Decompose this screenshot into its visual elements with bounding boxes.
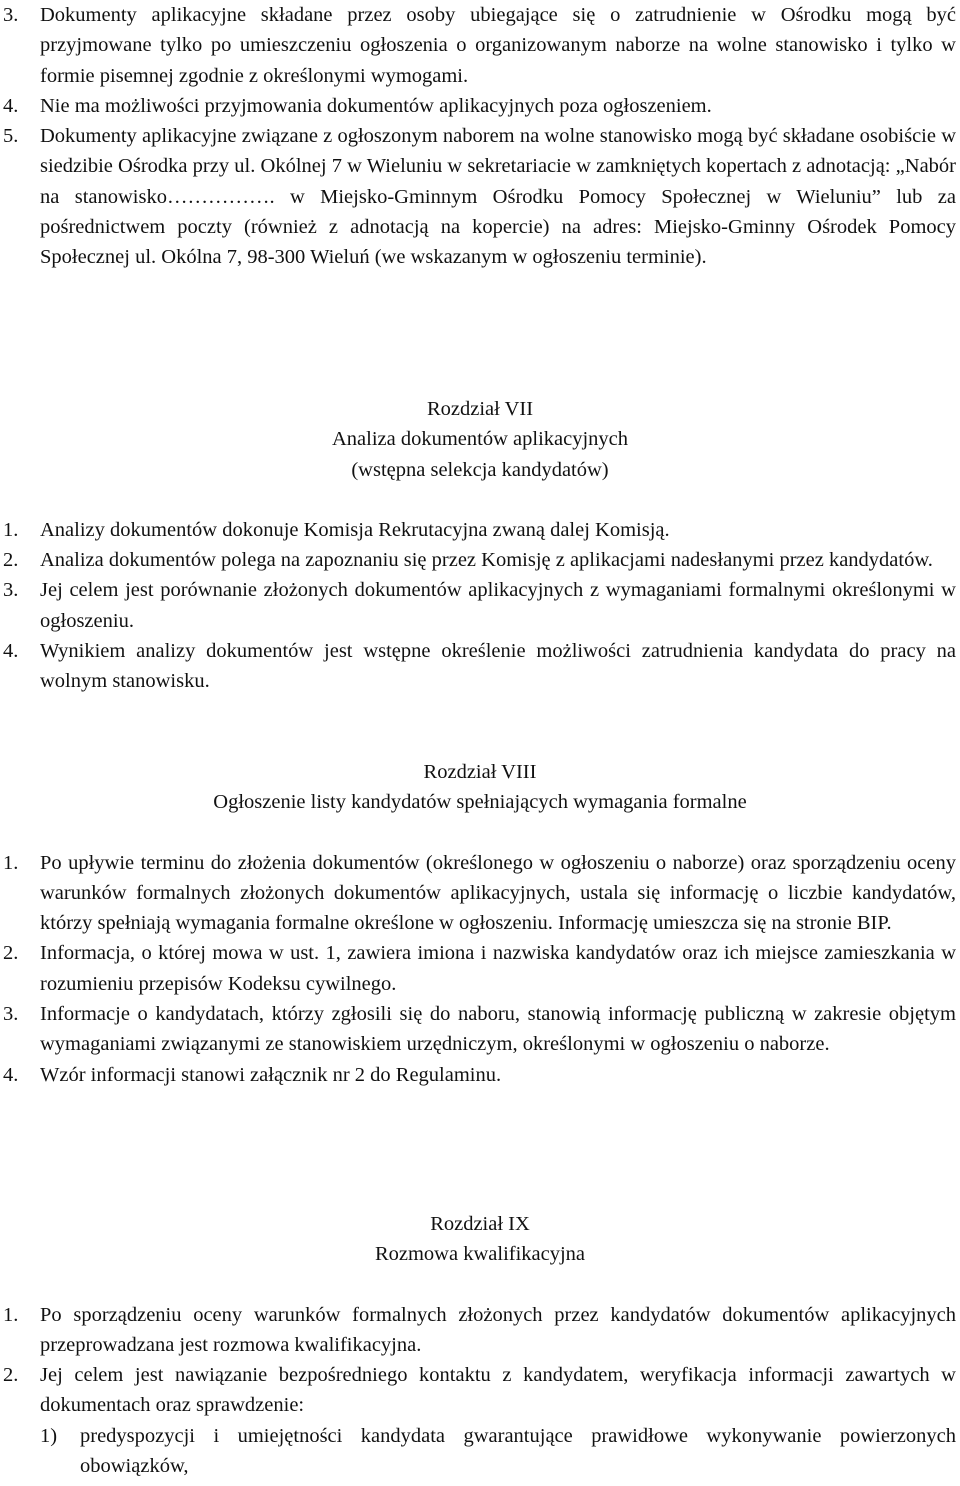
item-text: Nie ma możliwości przyjmowania dokumentów aplikacyjnych poza ogłoszeniem.: [40, 94, 712, 117]
chapter-title: Rozdział VII: [426, 398, 534, 420]
chapter-subtitle: (wstępna selekcja kandydatów): [351, 458, 609, 481]
item-text: Dokumenty aplikacyjne związane z ogłoszonym naborem na wolne stanowisko mogą być składane osobiście w siedzibie Ośrodka przy ul. Okólnej 7 w Wieluniu w sekretariacie w zamkniętych kopertach z adnotacją: „Nabór na stanowisko……………. w Miejsko-Gminnym Ośrodku Pomocy Społecznej w Wieluniu” lub za pośrednictwem poczty (również z adnotacją na kopercie) na adres: Miejsko-Gminny Ośrodek Pomocy Społecznej ul. Okólna 7, 98-300 Wieluń (we wskazanym w ogłoszeniu terminie).: [40, 125, 956, 269]
item-text: Po sporządzeniu oceny warunków formalnych złożonych przez kandydatów dokumentów aplikacyjnych przeprowadzana jest rozmowa kwalifikacyjna.: [40, 1303, 956, 1356]
subitem-number: 1): [40, 1424, 58, 1447]
list-item: [0, 121, 960, 272]
item-number: 2.: [3, 942, 19, 965]
chapter-title: Rozdział VIII: [423, 761, 537, 783]
chapter-subtitle: Analiza dokumentów aplikacyjnych: [331, 428, 629, 451]
item-number: 1.: [3, 518, 19, 541]
subitem-text: predyspozycji i umiejętności kandydata gwarantujące prawidłowe wykonywanie powierzonych obowiązków,: [80, 1424, 956, 1478]
list-item: [0, 91, 960, 121]
list-item: [0, 999, 960, 1060]
list-item: [0, 1060, 960, 1090]
item-number: 2.: [3, 1364, 19, 1387]
item-number: 3.: [3, 1003, 19, 1026]
item-number: 2.: [3, 549, 19, 572]
sub-list-item: [0, 1421, 960, 1482]
item-text: Jej celem jest porównanie złożonych dokumentów aplikacyjnych z wymaganiami formalnymi określonymi w ogłoszeniu.: [40, 579, 956, 632]
item-number: 4.: [3, 640, 19, 663]
chapter-subtitle: Rozmowa kwalifikacyjna: [374, 1243, 586, 1266]
list-item: [0, 636, 960, 697]
chapter-7: [0, 394, 960, 697]
list-item: [0, 545, 960, 575]
chapter-9: [0, 1209, 960, 1481]
item-number: 1.: [3, 851, 19, 874]
list-item: [0, 848, 960, 939]
list-item: [0, 0, 960, 91]
item-text: Jej celem jest nawiązanie bezpośredniego kontaktu z kandydatem, weryfikacja informacji zawartych w dokumentach oraz sprawdzenie:: [40, 1364, 956, 1417]
chapter-title: Rozdział IX: [430, 1213, 530, 1235]
item-text: Wynikiem analizy dokumentów jest wstępne określenie możliwości zatrudnienia kandydata do pracy na wolnym stanowisku.: [40, 640, 956, 693]
item-text: Dokumenty aplikacyjne składane przez osoby ubiegające się o zatrudnienie w Ośrodku mogą być przyjmowane tylko po umieszczeniu ogłoszenia o organizowanym naborze na wolne stanowisko i tylko w formie pisemnej zgodnie z określonymi wymogami.: [40, 4, 956, 87]
item-text: Informacja, o której mowa w ust. 1, zawiera imiona i nazwiska kandydatów oraz ich miejsce zamieszkania w rozumieniu przepisów Kodeksu cywilnego.: [40, 942, 956, 995]
item-number: 4.: [3, 94, 19, 117]
item-text: Informacje o kandydatach, którzy zgłosili się do naboru, stanowią informację publiczną w zakresie objętym wymaganiami związanymi ze stanowiskiem urzędniczym, określonymi w ogłoszeniu o naborze.: [40, 1003, 956, 1056]
list-item: [0, 575, 960, 636]
chapter-subtitle: Ogłoszenie listy kandydatów spełniających wymagania formalne: [213, 791, 747, 814]
item-text: Po upływie terminu do złożenia dokumentów (określonego w ogłoszeniu o naborze) oraz sporządzeniu oceny warunków formalnych złożonych dokumentów aplikacyjnych, ustala się informację o liczbie kandydatów, którzy spełniają wymagania formalne określone w ogłoszeniu. Informację umieszcza się na stronie BIP.: [40, 851, 956, 935]
chapter-8: [0, 757, 960, 1090]
item-number: 5.: [3, 125, 19, 148]
top-section: [0, 0, 960, 273]
list-item: [0, 938, 960, 999]
list-item: [0, 515, 960, 545]
item-number: 3.: [3, 579, 19, 602]
list-item: [0, 1360, 960, 1421]
item-number: 1.: [3, 1303, 19, 1326]
item-text: Wzór informacji stanowi załącznik nr 2 do Regulaminu.: [40, 1063, 502, 1086]
item-number: 4.: [3, 1063, 19, 1086]
list-item: [0, 1300, 960, 1361]
item-text: Analizy dokumentów dokonuje Komisja Rekrutacyjna zwaną dalej Komisją.: [40, 518, 670, 541]
item-text: Analiza dokumentów polega na zapoznaniu się przez Komisję z aplikacjami nadesłanymi przez kandydatów.: [40, 549, 933, 572]
item-number: 3.: [3, 4, 19, 26]
